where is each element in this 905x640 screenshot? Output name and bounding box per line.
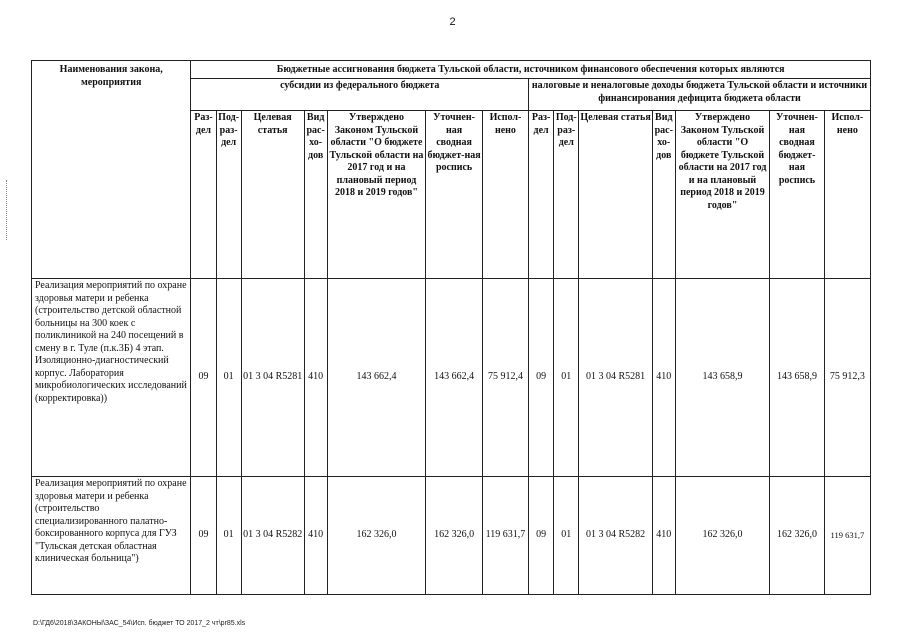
file-path-footer: D:\ГД6\2018\ЗАКОНЫ\ЗАС_54\Исп. бюджет ТО 2017_2 чт\pr85.xls [33, 620, 246, 627]
budget-header: Бюджетные ассигнования бюджета Тульской области, источником финансового обеспечения которых являются [191, 61, 871, 79]
cell-clarified: 162 326,0 [426, 477, 483, 595]
col-target-federal: Целевая статья [241, 111, 304, 279]
budget-table [31, 60, 871, 595]
cell-clarified: 143 658,9 [770, 279, 825, 477]
cell-approved: 162 326,0 [675, 477, 769, 595]
cell-approved: 143 662,4 [327, 279, 426, 477]
regional-group-header: налоговые и неналоговые доходы бюджета Тульской области и источники финансирования дефицита бюджета области [529, 79, 871, 111]
col-razdel-federal: Раз-дел [191, 111, 216, 279]
cell-executed: 75 912,3 [824, 279, 870, 477]
cell-target: 01 3 04 R5282 [241, 477, 304, 595]
cell-podrazdel: 01 [554, 477, 579, 595]
cell-executed: 119 631,7 [482, 477, 528, 595]
cell-approved: 162 326,0 [327, 477, 426, 595]
cell-podrazdel: 01 [216, 477, 241, 595]
margin-mark [6, 180, 8, 240]
col-razdel-regional: Раз-дел [529, 111, 554, 279]
col-podrazdel-regional: Под-раз-дел [554, 111, 579, 279]
col-approved-regional: Утверждено Законом Тульской области "О бюджете Тульской области на 2017 год и на плановый период 2018 и 2019 годов" [675, 111, 769, 279]
col-vid-regional: Вид рас-хо-дов [652, 111, 675, 279]
col-executed-federal: Испол-нено [482, 111, 528, 279]
cell-target: 01 3 04 R5281 [579, 279, 652, 477]
cell-vid: 410 [304, 477, 327, 595]
cell-executed: 119 631,7 [824, 477, 870, 595]
col-target-regional: Целевая статья [579, 111, 652, 279]
cell-vid: 410 [652, 477, 675, 595]
col-podrazdel-federal: Под-раз-дел [216, 111, 241, 279]
cell-clarified: 162 326,0 [770, 477, 825, 595]
table-row [32, 279, 871, 477]
cell-executed: 75 912,4 [482, 279, 528, 477]
cell-razdel: 09 [191, 279, 216, 477]
page-number: 2 [449, 16, 456, 28]
cell-target: 01 3 04 R5281 [241, 279, 304, 477]
cell-razdel: 09 [191, 477, 216, 595]
table-row [32, 477, 871, 595]
federal-group-header: субсидии из федерального бюджета [191, 79, 529, 111]
cell-vid: 410 [304, 279, 327, 477]
col-clarified-federal: Уточнен-ная сводная бюджет-ная роспись [426, 111, 483, 279]
col-vid-federal: Вид рас-хо-дов [304, 111, 327, 279]
cell-approved: 143 658,9 [675, 279, 769, 477]
col-clarified-regional: Уточнен-ная сводная бюджет-ная роспись [770, 111, 825, 279]
cell-podrazdel: 01 [216, 279, 241, 477]
cell-razdel: 09 [529, 477, 554, 595]
cell-razdel: 09 [529, 279, 554, 477]
cell-vid: 410 [652, 279, 675, 477]
name-column-header: Наименования закона, мероприятия [32, 61, 191, 279]
cell-podrazdel: 01 [554, 279, 579, 477]
col-approved-federal: Утверждено Законом Тульской области "О бюджете Тульской области на 2017 год и на плановый период 2018 и 2019 годов" [327, 111, 426, 279]
row-name: Реализация мероприятий по охране здоровья матери и ребенка (строительство специализированного палатно-боксированного корпуса для ГУЗ "Тульская детская областная клиническая больница") [32, 477, 191, 595]
cell-clarified: 143 662,4 [426, 279, 483, 477]
row-name: Реализация мероприятий по охране здоровья матери и ребенка (строительство детской областной больницы на 300 коек с поликлиникой на 240 посещений в смену в г. Туле (п.к.3Б) 4 этап. Изоляционно-диагностический корпус. Лаборатория микробиологических исследований (корректировка)) [32, 279, 191, 477]
cell-target: 01 3 04 R5282 [579, 477, 652, 595]
col-executed-regional: Испол-нено [824, 111, 870, 279]
